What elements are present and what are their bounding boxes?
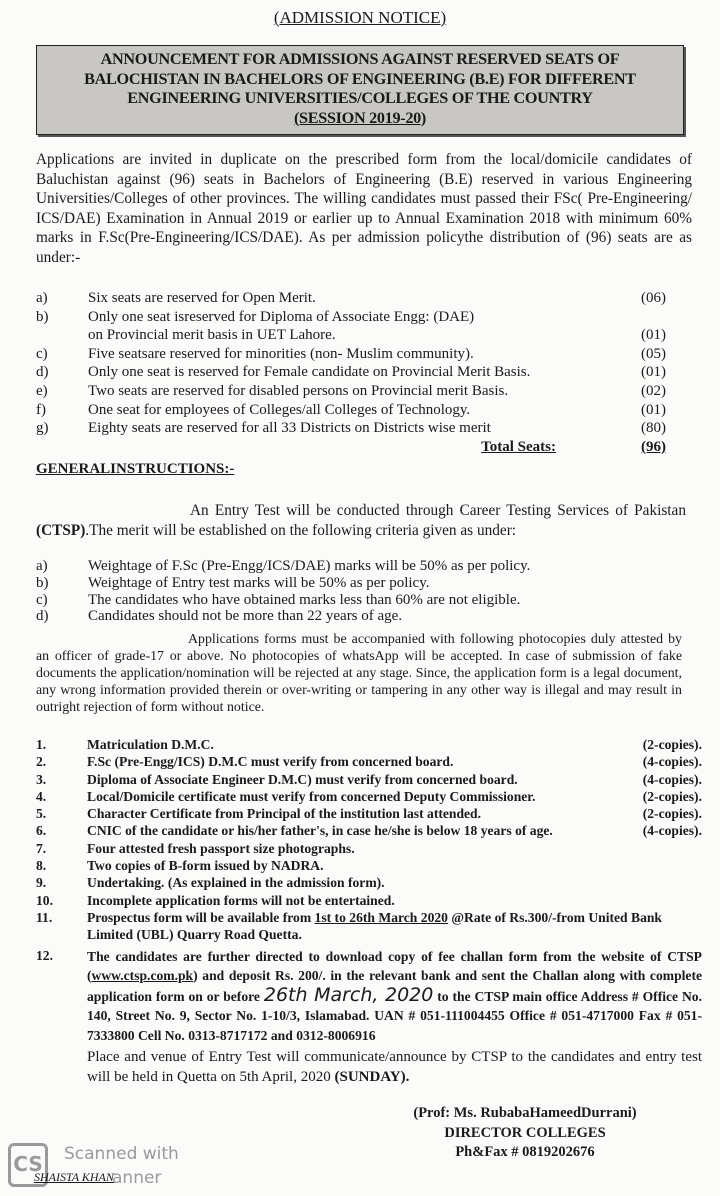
document-row: 10. Incomplete application forms will not be entertained.	[36, 892, 395, 908]
ctsp-link[interactable]: www.ctsp.com.pk	[91, 968, 194, 984]
document-row: 3. Diploma of Associate Engineer D.M.C) must verify from concerned board. (4-copies).	[36, 771, 702, 787]
list-item: 11. Prospectus form will be available from 1st to 26th March 2020 @Rate of Rs.300/-from United Bank Limited (UBL) Quarry Road Quetta.	[36, 909, 662, 943]
document-row: 5. Character Certificate from Principal of the institution last attended. (2-copies).	[36, 806, 702, 822]
seat-row: d) Only one seat is reserved for Female candidate on Provincial Merit Basis. (01)	[36, 364, 666, 381]
scanner-watermark: anner	[112, 1168, 162, 1188]
entry-test-paragraph: An Entry Test will be conducted through Career Testing Services of Pakistan (CTSP).The merit will be established on the following criteria given as under:	[36, 502, 686, 539]
seat-row: g) Eighty seats are reserved for all 33 Districts on Districts wise merit (80)	[36, 420, 666, 437]
merit-criteria	[36, 558, 676, 625]
camscanner-logo-icon: CS	[8, 1143, 48, 1187]
applications-paragraph: Applications forms must be accompanied with following photocopies duly attested by an officer of grade-17 or above. No photocopies of whatsApp will be accepted. In case of submission of fake documents the application/nomination will be rejected at any stage. Since, the application form is a legal document, any wrong information provided therein or over-writing or tampering in any other way is illegal and may result in outright rejection of form without notice.	[36, 632, 682, 715]
criteria-row: d) Candidates should not be more than 22 years of age.	[36, 608, 403, 625]
announcement-line: ENGINEERING UNIVERSITIES/COLLEGES OF THE COUNTRY	[127, 89, 593, 107]
document-row: 7. Four attested fresh passport size photographs.	[36, 840, 355, 856]
signature-block	[360, 1104, 690, 1163]
seat-row: on Provincial merit basis in UET Lahore. (01)	[88, 327, 666, 344]
general-instructions-heading: GENERALINSTRUCTIONS:-	[36, 461, 235, 477]
intro-paragraph: Applications are invited in duplicate on the prescribed form from the local/domicile candidates of Baluchistan against (96) seats in Bachelors of Engineering (B.E) reserved in various Engineering Universities/Colleges of other provinces. The willing candidates must passed their FSc( Pre-Engineering/ ICS/DAE) Examination in Annual 2019 or earlier up to Annual Examination 2018 with minimum 60% marks in F.Sc(Pre-Engineering/ICS/DAE). As per admission policythe distribution of (96) seats are as under:-	[36, 151, 692, 266]
criteria-row: b) Weightage of Entry test marks will be 50% as per policy.	[36, 574, 430, 591]
list-item: 12. The candidates are further directed to download copy of fee challan form from the website of CTSP (www.ctsp.com.pk) and deposit Rs. 200/. in the relevant bank and sent the Challan along with complete application form on or before 26th March, 2020 to the CTSP main office Address # Office No. 140, Street No. 9, Sector No. 1-10/3, Islamabad. UAN # 051-111004455 Office # 051-4717000 Fax # 051-7333800 Cell No. 0313-8717172 and 0312-8006916 Place and venue of Entry Test will communicate/announce by CTSP to the candidates and entry test will be held in Quetta on 5th April, 2020 (SUNDAY).	[36, 947, 702, 1086]
document-row: 9. Undertaking. (As explained in the admission form).	[36, 875, 385, 891]
criteria-row: a) Weightage of F.Sc (Pre-Engg/ICS/DAE) marks will be 50% as per policy.	[36, 558, 531, 574]
document-row: 6. CNIC of the candidate or his/her father's, in case he/she is below 18 years of age. (4-copies).	[36, 823, 702, 839]
total-seats: Total Seats: (96)	[481, 438, 666, 455]
signatory-phone: Ph&Fax # 0819202676	[455, 1144, 595, 1160]
notice-title: (ADMISSION NOTICE)	[273, 8, 447, 27]
seat-row: c) Five seatsare reserved for minorities (non- Muslim community). (05)	[36, 345, 666, 362]
session: (SESSION 2019-20)	[293, 108, 427, 127]
signatory-title: DIRECTOR COLLEGES	[444, 1124, 606, 1141]
venue-note: Place and venue of Entry Test will communicate/announce by CTSP to the candidates and entry test will be held in Quetta on 5th April, 2020 (SUNDAY).	[87, 1049, 702, 1086]
document-row: 1. Matriculation D.M.C. (2-copies).	[36, 737, 702, 752]
announcement-box	[36, 45, 684, 135]
seat-distribution	[36, 289, 666, 456]
scanner-watermark: Scanned with	[64, 1144, 179, 1164]
document-row: 2. F.Sc (Pre-Engg/ICS) D.M.C must verify from concerned board. (4-copies).	[36, 754, 702, 770]
document-row: 4. Local/Domicile certificate must verify from concerned Deputy Commissioner. (2-copies).	[36, 788, 702, 804]
announcement-line: BALOCHISTAN IN BACHELORS OF ENGINEERING (B.E) FOR DIFFERENT	[84, 69, 636, 88]
announcement-line: ANNOUNCEMENT FOR ADMISSIONS AGAINST RESERVED SEATS OF	[100, 50, 620, 68]
signer-name: SHAISTA KHAN	[34, 1170, 114, 1184]
document-row: 8. Two copies of B-form issued by NADRA.	[36, 858, 324, 874]
criteria-row: c) The candidates who have obtained marks less than 60% are not eligible.	[36, 591, 521, 608]
seat-row: b) Only one seat isreserved for Diploma of Associate Engg: (DAE)	[36, 308, 475, 325]
seat-row: a) Six seats are reserved for Open Merit. (06)	[36, 290, 666, 306]
documents-list	[36, 736, 702, 1087]
signatory-name: (Prof: Ms. RubabaHameedDurrani)	[413, 1105, 637, 1121]
seat-row: f) One seat for employees of Colleges/all Colleges of Technology. (01)	[36, 401, 666, 418]
seat-row: e) Two seats are reserved for disabled persons on Provincial merit Basis. (02)	[36, 382, 666, 399]
